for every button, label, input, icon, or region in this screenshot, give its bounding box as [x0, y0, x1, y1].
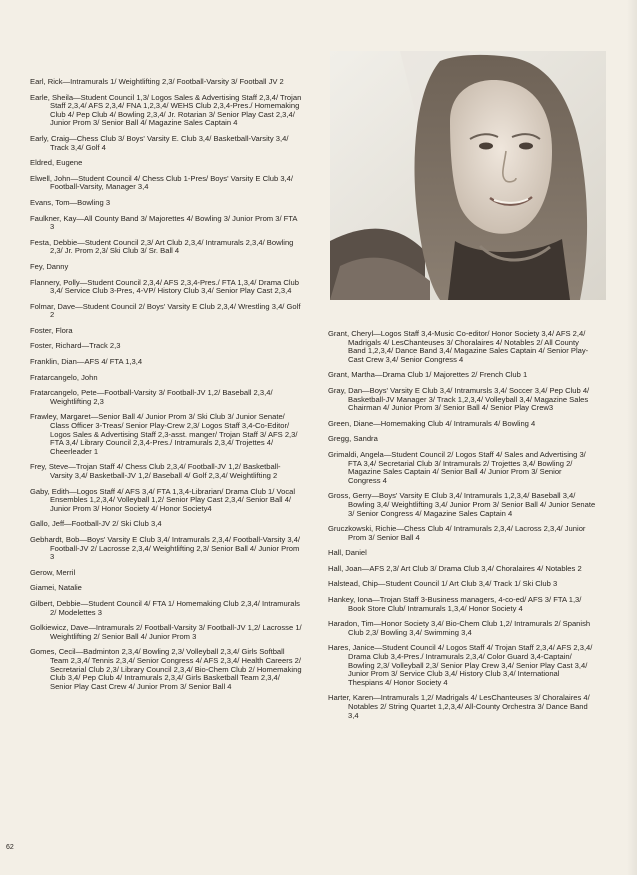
student-entry: Fratarcangelo, John [30, 372, 98, 382]
student-entry: Harter, Karen—Intramurals 1,2/ Madrigals 4/ LesChanteuses 3/ Choralaires 4/ Notables 2/ String Quartet 1,2,3,4/ All-County Orchestra 3/ Dance Band 3,4 [328, 693, 590, 720]
student-entry: Festa, Debbie—Student Council 2,3/ Art Club 2,3,4/ Intramurals 2,3,4/ Bowling 2,3/ Jr. Prom 2,3/ Ski Club 3/ Sr. Ball 4 [30, 237, 294, 256]
portrait-image [330, 51, 606, 300]
student-entry: Haradon, Tim—Honor Society 3,4/ Bio-Chem Club 1,2/ Intramurals 2/ Spanish Club 2,3/ Bowling 3,4/ Swimming 3,4 [328, 619, 591, 637]
student-entry: Gebhardt, Bob—Boys' Varsity E Club 3,4/ Intramurals 2,3,4/ Football-Varsity 3,4/ Football-JV 2/ Lacrosse 2,3,4/ Weightlifting 2,3/ Senior Ball 4/ Junior Prom 3 [30, 534, 301, 562]
student-entry: Gregg, Sandra [328, 434, 378, 444]
student-entry: Frawley, Margaret—Senior Ball 4/ Junior Prom 3/ Ski Club 3/ Junior Senate/ Class Officer 3-Treas/ Senior Play-Crew 2,3/ Logos Staff 3,4-Co-Editor/ Logos Sales & Advertising Staff 2,3-asst. manger/ Trojan Staff 3/ AFS 2,3/ FTA 3,4/ Library Council 2,3,4-Pres./ Intramurals 2,3,4/ Trojettes 4/ Cheerleader 1 [30, 412, 298, 456]
student-entry: Fratarcangelo, Pete—Football-Varsity 3/ Football-JV 1,2/ Baseball 2,3,4/ Weightlifting 2,3 [30, 388, 273, 406]
student-entry: Grant, Cheryl—Logos Staff 3,4-Music Co-editor/ Honor Society 3,4/ AFS 2,4/ Madrigals 4/ LesChanteuses 3/ Choralaires 4/ Notables 2/ All County Band 1,2,3,4/ Dance Band 3,4/ Magazine Sales Captain 4/ Senior Play-Cast Crew 3,4/ Senior Congress 4 [328, 329, 589, 364]
student-entry: Gruczkowski, Richie—Chess Club 4/ Intramurals 2,3,4/ Lacross 2,3,4/ Junior Prom 3/ Senior Ball 4 [328, 524, 586, 542]
student-entry: Fey, Danny [30, 261, 69, 271]
senior-activities-left-column [30, 78, 302, 698]
student-entry: Gross, Gerry—Boys' Varsity E Club 3,4/ Intramurals 1,2,3,4/ Baseball 3,4/ Bowling 3,4/ Weightlifting 3,4/ Junior Prom 3/ Senior Ball 4/ Junior Senate 3/ Senior Congress 4/ Magazine Sales Captain 4 [328, 491, 596, 518]
student-entry: Green, Diane—Homemaking Club 4/ Intramurals 4/ Bowling 4 [328, 418, 536, 428]
student-entry: Gallo, Jeff—Football-JV 2/ Ski Club 3,4 [30, 519, 162, 529]
student-entry: Halstead, Chip—Student Council 1/ Art Club 3,4/ Track 1/ Ski Club 3 [328, 579, 558, 589]
page-edge-shadow [627, 0, 637, 875]
senior-activities-right-column [328, 330, 596, 727]
page-number: 62 [6, 844, 14, 851]
student-entry: Earl, Rick—Intramurals 1/ Weightlifting 2,3/ Football-Varsity 3/ Football JV 2 [30, 77, 284, 86]
student-entry: Elwell, John—Student Council 4/ Chess Club 1-Pres/ Boys' Varsity E Club 3,4/ Football-Varsity, Manager 3,4 [30, 173, 293, 192]
student-entry: Foster, Richard—Track 2,3 [30, 341, 121, 351]
student-entry: Gilbert, Debbie—Student Council 4/ FTA 1/ Homemaking Club 2,3,4/ Intramurals 2/ Modelettes 3 [30, 598, 300, 617]
student-entry: Earle, Sheila—Student Council 1,3/ Logos Sales & Advertising Staff 2,3,4/ Trojan Staff 2,3,4/ AFS 2,3,4/ FNA 1,2,3,4/ WEHS Club 2,3,4-Pres./ Homemaking Club 4/ Pep Club 4/ Bowling 2,3,4/ Jr. Rotarian 3/ Senior Play Cast 2,3,4/ Junior Prom 3/ Senior Ball 4/ Magazine Sales Captain 4 [30, 92, 302, 128]
student-entry: Hall, Joan—AFS 2,3/ Art Club 3/ Drama Club 3,4/ Choralaires 4/ Notables 2 [328, 563, 582, 573]
student-entry: Hall, Daniel [328, 548, 367, 558]
student-entry: Hares, Janice—Student Council 4/ Logos Staff 4/ Trojan Staff 2,3,4/ AFS 2,3,4/ Drama Club 3,4-Pres./ Intramurals 2,3,4/ Color Guard 3,4-Captain/ Bowling 2,3/ Volleyball 2,3/ Senior Play Crew 3,4/ Senior Play Cast 3,4/ Junior Prom 3/ Service Club 3,4/ History Club 3,4/ International Thespians 4/ Honor Society 4 [328, 643, 593, 687]
student-entry: Evans, Tom—Bowling 3 [30, 197, 111, 207]
student-entry: Folmar, Dave—Student Council 2/ Boys' Varsity E Club 2,3,4/ Wrestling 3,4/ Golf 2 [30, 301, 301, 320]
student-entry: Gerow, Merril [30, 567, 76, 577]
student-entry: Eldred, Eugene [30, 158, 83, 168]
student-portrait-photo [330, 51, 606, 300]
student-entry: Gaby, Edith—Logos Staff 4/ AFS 3,4/ FTA 1,3,4-Librarian/ Drama Club 1/ Vocal Ensembles 1,2,3,4/ Volleyball 1,2/ Senior Play Cast 2,3,4/ Senior Ball 4/ Junior Prom 3/ Honor Society 4/ Honor Society4 [30, 486, 296, 513]
student-entry: Early, Craig—Chess Club 3/ Boys' Varsity E. Club 3,4/ Basketball-Varsity 3,4/ Track 3,4/ Golf 4 [30, 133, 289, 152]
student-entry: Gomes, Cecil—Badminton 2,3,4/ Bowling 2,3/ Volleyball 2,3,4/ Girls Softball Team 2,3,4/ Tennis 2,3,4/ Senior Congress 4/ AFS 2,3,4/ Health Careers 2/ Secretarial Club 2,3/ Library Council 2,3,4/ Bio-Chem Club 2/ Homemaking Club 3,4/ Pep Club 4/ Intramurals 2,3,4/ Girls Basketball Team 2,3,4/ Senior Play Cast Crew 4/ Junior Prom 3/ Senior Ball 4 [30, 647, 302, 691]
student-entry: Faulkner, Kay—All County Band 3/ Majorettes 4/ Bowling 3/ Junior Prom 3/ FTA 3 [30, 213, 298, 232]
student-entry: Hankey, Iona—Trojan Staff 3-Business managers, 4-co-ed/ AFS 3/ FTA 1,3/ Book Store Club/ Intramurals 1,3,4/ Honor Society 4 [328, 595, 582, 613]
student-entry: Giamei, Natalie [30, 583, 82, 593]
student-entry: Foster, Flora [30, 325, 73, 335]
student-entry: Grimaldi, Angela—Student Council 2/ Logos Staff 4/ Sales and Advertising 3/ FTA 3,4/ Secretarial Club 3/ Intramurals 2/ Trojettes 3,4/ Bowling 2/ Magazine Sales Captain 4/ Senior Ball 4/ Junior Prom 3/ Senior Congress 4 [328, 449, 586, 485]
student-entry: Golkiewicz, Dave—Intramurals 2/ Football-Varsity 3/ Football-JV 1,2/ Lacrosse 1/ Weightlifting 2/ Senior Ball 4/ Junior Prom 3 [30, 623, 302, 641]
student-entry: Flannery, Polly—Student Council 2,3,4/ AFS 2,3,4-Pres./ FTA 1,3,4/ Drama Club 3,4/ Service Club 3-Pres, 4-VP/ History Club 3,4/ Senior Play Cast 2,3,4 [30, 277, 299, 296]
student-entry: Frey, Steve—Trojan Staff 4/ Chess Club 2,3,4/ Football-JV 1,2/ Basketball-Varsity 3,4/ Basketball-JV 1,2/ Baseball 4/ Golf 2,3,4/ Weightlifting 2 [30, 462, 281, 480]
student-entry: Franklin, Dian—AFS 4/ FTA 1,3,4 [30, 357, 143, 367]
student-entry: Gray, Dan—Boys' Varsity E Club 3,4/ Intramursls 3,4/ Soccer 3,4/ Pep Club 4/ Basketball-JV Manager 3/ Track 1,2,3,4/ Volleyball 3,4/ Magazine Sales Chairman 4/ Junior Prom 3/ Senior Ball 4/ Senior Play Crew3 [328, 385, 590, 413]
student-entry: Grant, Martha—Drama Club 1/ Majorettes 2/ French Club 1 [328, 370, 528, 380]
